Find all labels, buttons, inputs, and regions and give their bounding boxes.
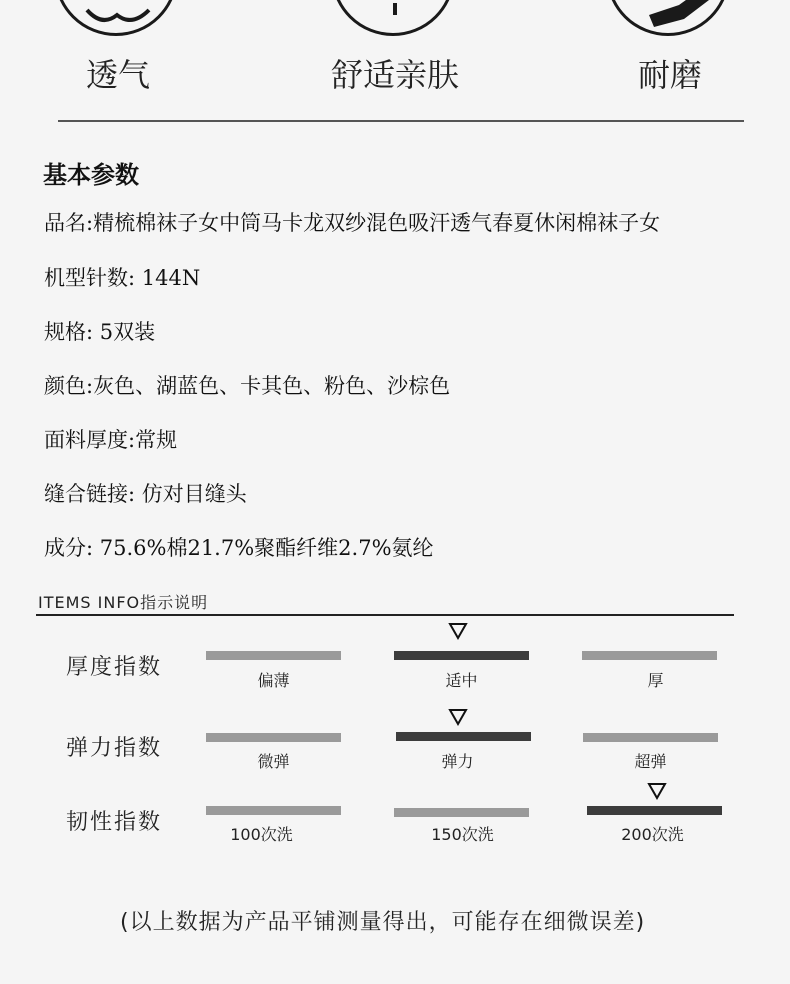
option-label: 适中 bbox=[445, 671, 478, 690]
elasticity-index-label: 弹力指数 bbox=[66, 736, 163, 761]
option-bar bbox=[206, 806, 341, 815]
selected-marker-icon bbox=[448, 708, 468, 726]
param-stitching: 缝合链接: 仿对目缝头 bbox=[44, 482, 247, 506]
option-label: 200次洗 bbox=[621, 825, 684, 844]
params-title: 基本参数 bbox=[43, 161, 139, 189]
option-bar bbox=[583, 733, 718, 742]
option-label: 弹力 bbox=[441, 752, 474, 771]
option-bar bbox=[206, 651, 341, 660]
items-info-title: ITEMS INFO指示说明 bbox=[38, 593, 209, 612]
feature-label: 透气 bbox=[85, 56, 150, 94]
option-bar-selected bbox=[396, 732, 531, 741]
toughness-index-label: 韧性指数 bbox=[66, 810, 163, 835]
param-thickness: 面料厚度:常规 bbox=[44, 428, 178, 452]
selected-marker-icon bbox=[647, 782, 667, 800]
option-label: 厚 bbox=[647, 671, 664, 690]
param-needle-count: 机型针数: 144N bbox=[44, 266, 201, 290]
option-label: 超弹 bbox=[634, 752, 667, 771]
option-bar bbox=[582, 651, 717, 660]
thickness-index-label: 厚度指数 bbox=[66, 655, 163, 680]
option-label: 偏薄 bbox=[257, 671, 290, 690]
option-bar-selected bbox=[394, 651, 529, 660]
option-bar-selected bbox=[587, 806, 722, 815]
option-bar bbox=[394, 808, 529, 817]
param-spec: 规格: 5双装 bbox=[44, 320, 156, 344]
param-product-name: 品名:精梳棉袜子女中筒马卡龙双纱混色吸汗透气春夏休闲棉袜子女 bbox=[44, 211, 661, 235]
feature-label: 舒适亲肤 bbox=[330, 56, 459, 94]
feature-strip bbox=[0, 0, 790, 130]
param-composition: 成分: 75.6%棉21.7%聚酯纤维2.7%氨纶 bbox=[44, 536, 434, 560]
divider bbox=[58, 120, 744, 122]
param-colors: 颜色:灰色、湖蓝色、卡其色、粉色、沙棕色 bbox=[44, 374, 451, 398]
selected-marker-icon bbox=[448, 622, 468, 640]
option-label: 150次洗 bbox=[431, 825, 494, 844]
comfort-icon bbox=[331, 0, 455, 36]
measurement-note: (以上数据为产品平铺测量得出，可能存在细微误差) bbox=[120, 910, 646, 935]
option-label: 100次洗 bbox=[230, 825, 293, 844]
option-label: 微弹 bbox=[257, 752, 290, 771]
feature-label: 耐磨 bbox=[637, 56, 702, 94]
breathable-icon bbox=[54, 0, 178, 36]
divider bbox=[36, 614, 734, 616]
wear-resistant-icon bbox=[606, 0, 730, 36]
option-bar bbox=[206, 733, 341, 742]
